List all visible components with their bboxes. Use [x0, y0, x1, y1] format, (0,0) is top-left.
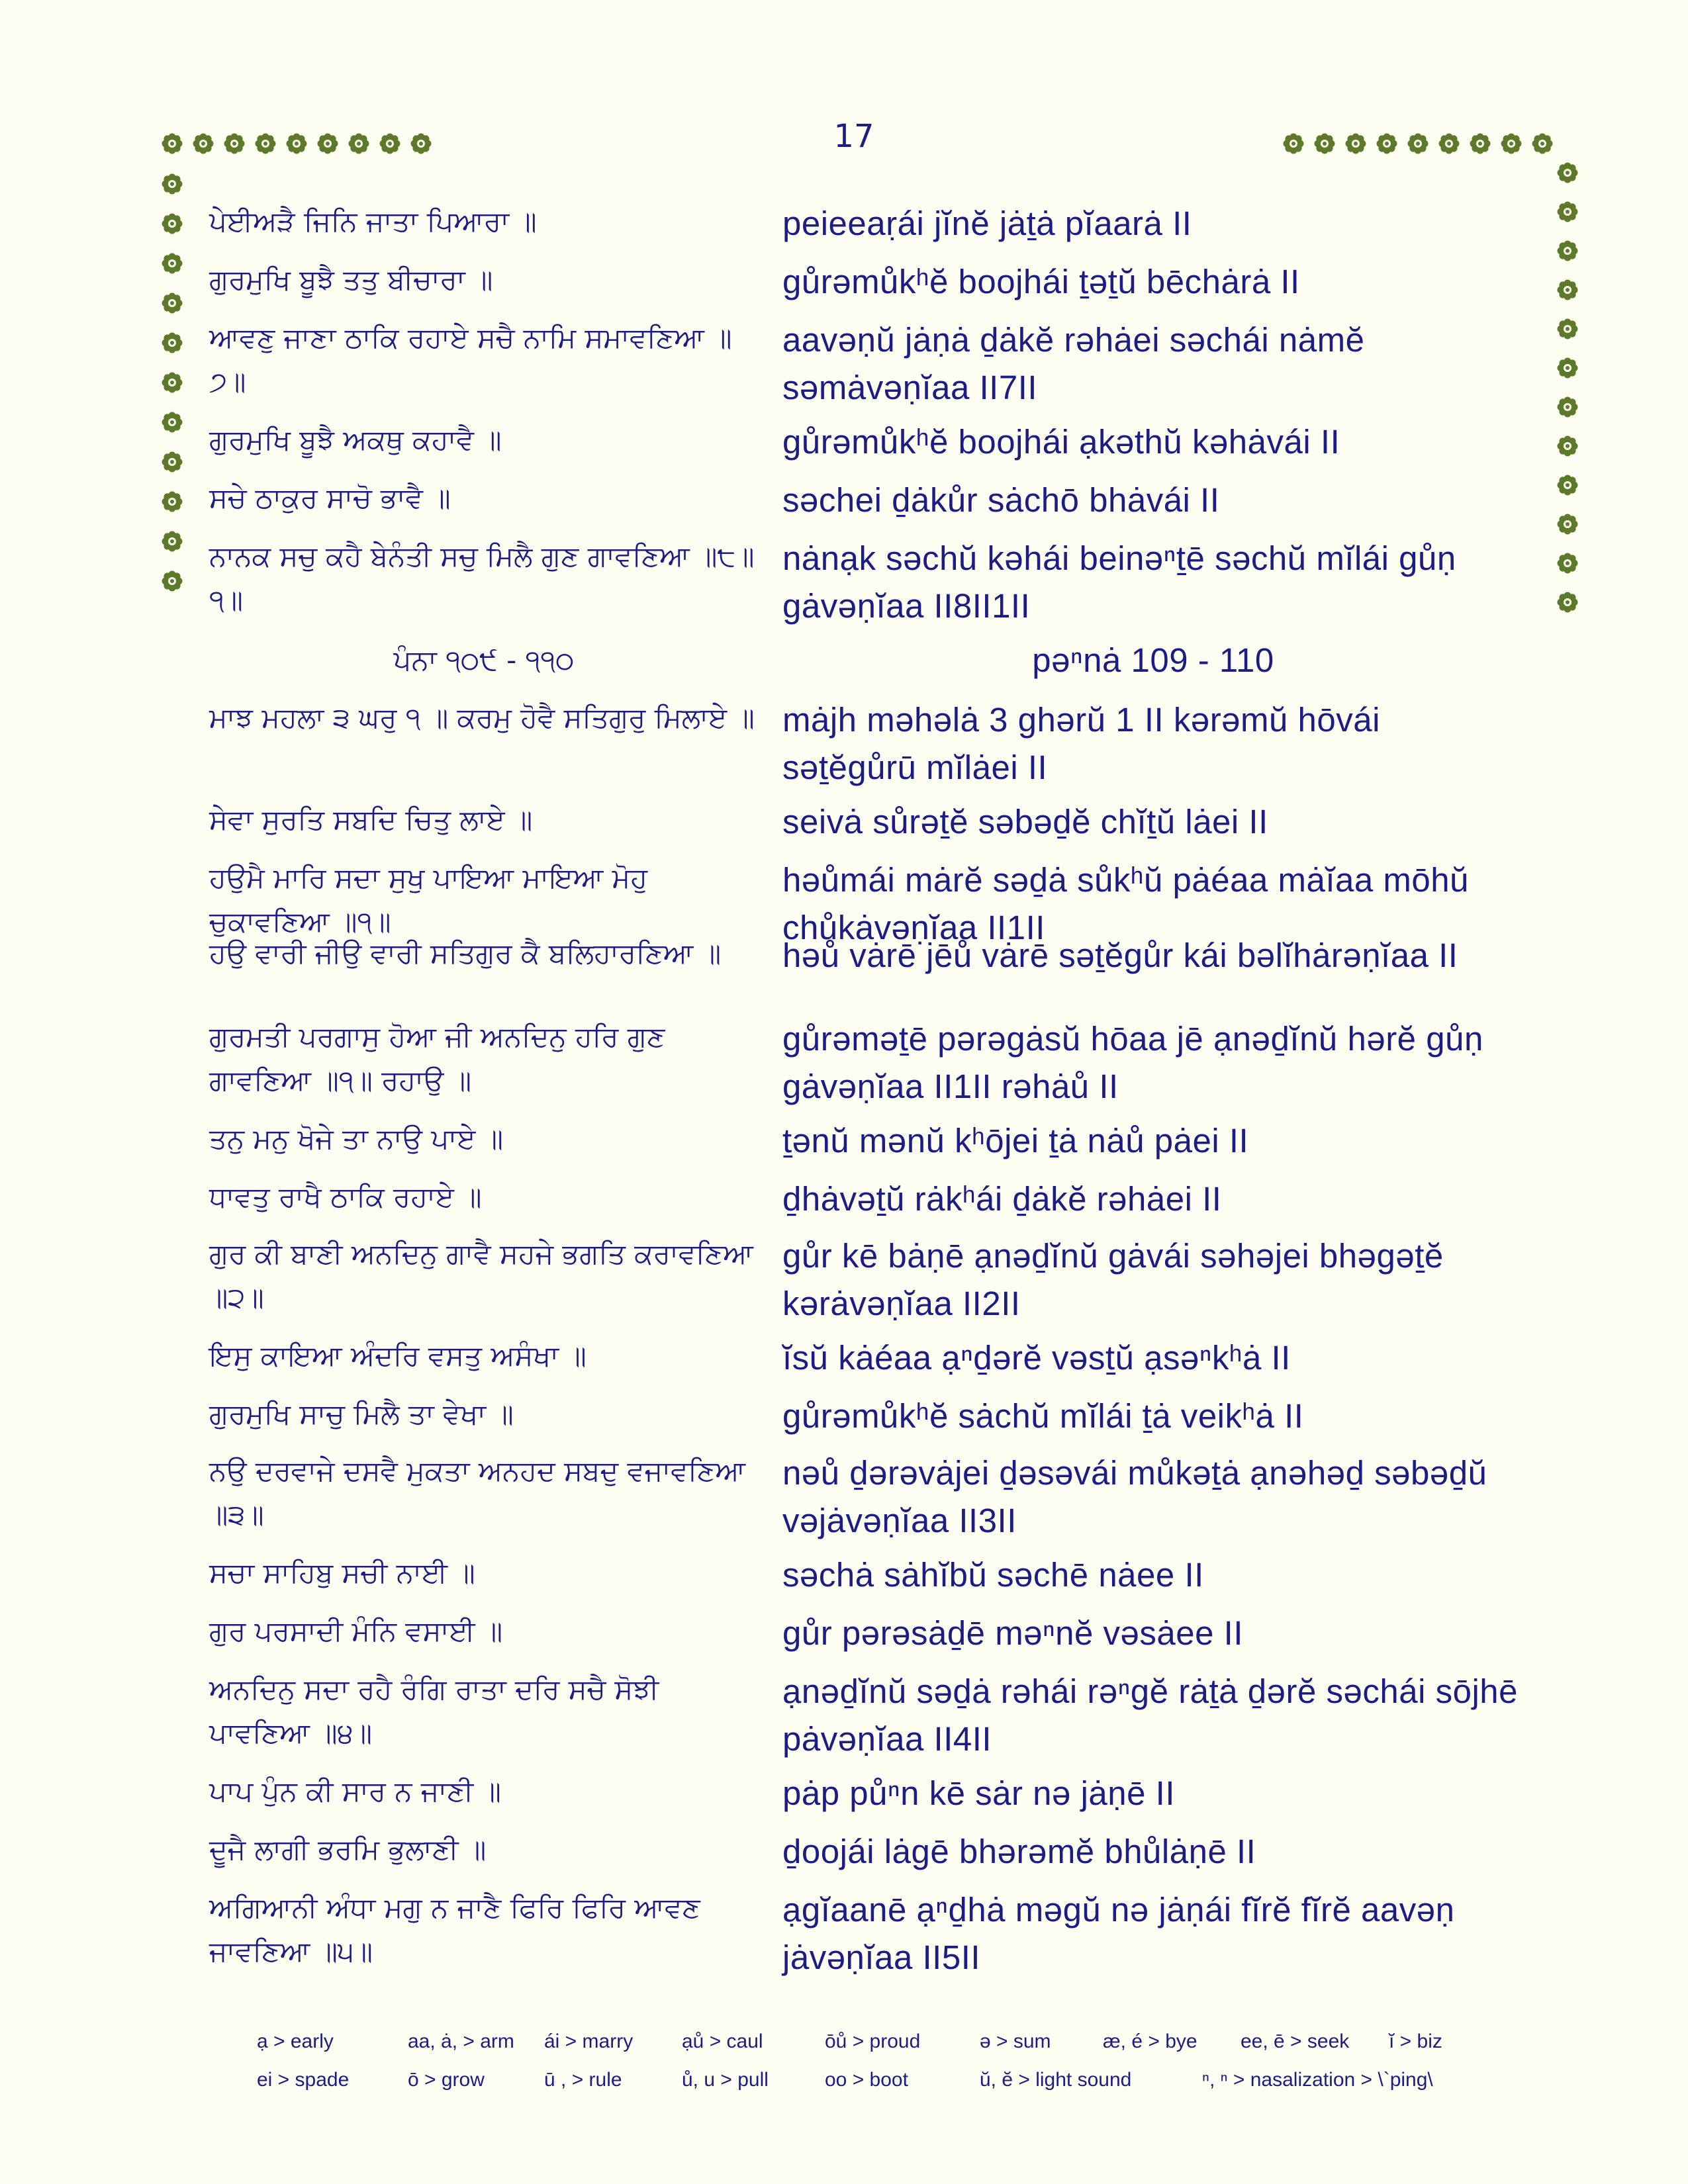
legend-item: aa, ȧ, > arm	[408, 2030, 514, 2052]
legend-item: ⁿ, ⁿ > nasalization > \`ping\	[1202, 2069, 1433, 2091]
flower-icon	[1556, 239, 1579, 263]
verse-transliteration: ṯənŭ mənŭ kʰōjei ṯȧ nȧů pȧei II	[782, 1122, 1249, 1160]
flower-icon	[254, 132, 277, 156]
page-number: 17	[833, 118, 874, 155]
flower-icon	[1375, 132, 1399, 156]
flower-icon	[1556, 395, 1579, 419]
legend-item: ə > sum	[980, 2030, 1051, 2052]
flower-icon	[1530, 132, 1554, 156]
verse-gurmukhi: ਸੇਵਾ ਸੁਰਤਿ ਸਬਦਿ ਚਿਤੁ ਲਾਏ ॥	[209, 803, 533, 836]
verse-gurmukhi: ਦੂਜੈ ਲਾਗੀ ਭਰਮਿ ਭੁਲਾਣੀ ॥	[209, 1833, 487, 1866]
flower-icon	[160, 450, 184, 474]
verse-transliteration: peieeaṛái jĭnĕ jȧṯȧ pĭaarȧ II	[782, 205, 1192, 242]
legend-item: ō > grow	[408, 2069, 485, 2091]
flower-icon	[160, 371, 184, 394]
flower-icon	[1556, 161, 1579, 185]
flower-icon	[347, 132, 371, 156]
verse-gurmukhi: ਸਚੇ ਠਾਕੁਰ ਸਾਚੋ ਭਾਵੈ ॥	[209, 482, 451, 514]
verse-transliteration: ḏoojái lȧgē bhərəmĕ bhůlȧṇē II	[782, 1833, 1256, 1870]
verse-transliteration: pȧp půⁿn kē sȧr nə jȧṇē II	[782, 1774, 1176, 1812]
flower-icon	[160, 172, 184, 196]
verse-transliteration: gůr kē bȧṇē ạnəḏĭnŭ gȧvái səhəjei bhəgəṯĕ kərȧvəṇĭaa II2II	[782, 1237, 1444, 1322]
ornament-border-right	[1556, 161, 1582, 614]
ornament-border-top-right	[1282, 132, 1554, 158]
flower-icon	[1556, 473, 1579, 497]
verse-gurmukhi: ਸਚਾ ਸਾਹਿਬੁ ਸਚੀ ਨਾਈ ॥	[209, 1557, 475, 1589]
legend-item: ū , > rule	[544, 2069, 622, 2091]
flower-icon	[160, 331, 184, 355]
flower-icon	[1556, 278, 1579, 302]
flower-icon	[1556, 200, 1579, 224]
flower-icon	[1406, 132, 1430, 156]
flower-icon	[1437, 132, 1461, 156]
flower-icon	[160, 410, 184, 434]
verse-transliteration: gůrəməṯē pərəgȧsŭ hōaa jē ạnəḏĭnŭ hərĕ gůṇ gȧvəṇĭaa II1II rəhȧů II	[782, 1020, 1483, 1105]
flower-icon	[1556, 512, 1579, 536]
verse-gurmukhi: ਹਉਮੈ ਮਾਰਿ ਸਦਾ ਸੁਖੁ ਪਾਇਆ ਮਾਇਆ ਮੋਹੁ ਚੁਕਾਵਣਿਆ ॥੧॥	[209, 862, 648, 938]
verse-gurmukhi: ਮਾਝ ਮਹਲਾ ੩ ਘਰੁ ੧ ॥ ਕਰਮੁ ਹੋਵੈ ਸਤਿਗੁਰੁ ਮਿਲਾਏ ॥	[209, 702, 755, 734]
ornament-border-left	[160, 172, 187, 593]
verse-transliteration: gůr pərəsȧḏē məⁿnĕ vəsȧee II	[782, 1614, 1244, 1652]
legend-item: ee, ē > seek	[1241, 2030, 1350, 2052]
verse-transliteration: mȧjh məhəlȧ 3 ghərŭ 1 II kərəmŭ hōvái səṯĕgůrū mĭlȧei II	[782, 701, 1380, 786]
verse-gurmukhi: ਗੁਰਮੁਖਿ ਸਾਚੁ ਮਿਲੈ ਤਾ ਵੇਖਾ ॥	[209, 1398, 514, 1430]
legend-item: ei > spade	[257, 2069, 350, 2091]
flower-icon	[191, 132, 215, 156]
verse-transliteration: gůrəmůkʰĕ boojhái ạkəthŭ kəhȧvái II	[782, 423, 1340, 461]
verse-transliteration: gůrəmůkʰĕ boojhái ṯəṯŭ bēchȧrȧ II	[782, 263, 1300, 300]
legend-item: ů, u > pull	[682, 2069, 769, 2091]
verse-gurmukhi: ਨਾਨਕ ਸਚੁ ਕਹੈ ਬੇਨੰਤੀ ਸਚੁ ਮਿਲੈ ਗੁਣ ਗਾਵਣਿਆ ॥੮॥੧॥	[209, 540, 755, 616]
verse-gurmukhi: ਪੇਈਅੜੈ ਜਿਨਿ ਜਾਤਾ ਪਿਆਰਾ ॥	[209, 205, 537, 238]
verse-gurmukhi: ਅਨਦਿਨੁ ਸਦਾ ਰਹੈ ਰੰਗਿ ਰਾਤਾ ਦਰਿ ਸਚੈ ਸੋਝੀ ਪਾਵਣਿਆ ॥੪॥	[209, 1673, 659, 1749]
verse-transliteration: həů vȧrē jēů vȧrē səṯĕgůr kái bəlĭhȧrəṇĭaa II	[782, 936, 1458, 974]
verse-gurmukhi: ਇਸੁ ਕਾਇਆ ਅੰਦਰਿ ਵਸਤੁ ਅਸੰਖਾ ॥	[209, 1340, 586, 1372]
flower-icon	[160, 529, 184, 553]
pronunciation-legend	[245, 2030, 1569, 2107]
verse-gurmukhi: ਧਾਵਤੁ ਰਾਖੈ ਠਾਕਿ ਰਹਾਏ ॥	[209, 1181, 482, 1213]
verse-transliteration: nəů ḏərəvȧjei ḏəsəvái můkəṯȧ ạnəhəḏ səbəḏŭ vəjȧvəṇĭaa II3II	[782, 1454, 1487, 1539]
flower-icon	[409, 132, 433, 156]
legend-item: ạů > caul	[682, 2030, 763, 2052]
flower-icon	[160, 490, 184, 514]
verse-gurmukhi: ਆਵਣੁ ਜਾਣਾ ਠਾਕਿ ਰਹਾਏ ਸਚੈ ਨਾਮਿ ਸਮਾਵਣਿਆ ॥੭॥	[209, 322, 732, 398]
flower-icon	[160, 291, 184, 315]
verse-transliteration: ḏhȧvəṯŭ rȧkʰái ḏȧkĕ rəhȧei II	[782, 1180, 1222, 1218]
legend-item: ạ > early	[257, 2030, 334, 2052]
verse-gurmukhi: ਗੁਰ ਪਰਸਾਦੀ ਮੰਨਿ ਵਸਾਈ ॥	[209, 1615, 503, 1647]
legend-item: ōů > proud	[825, 2030, 921, 2052]
verse-gurmukhi: ਗੁਰਮਤੀ ਪਰਗਾਸੁ ਹੋਆ ਜੀ ਅਨਦਿਨੁ ਹਰਿ ਗੁਣ ਗਾਵਣਿਆ ॥੧॥ ਰਹਾਉ ॥	[209, 1021, 665, 1097]
legend-item: oo > boot	[825, 2069, 908, 2091]
verse-transliteration: ĭsŭ kȧéaa ạⁿḏərĕ vəsṯŭ ạsəⁿkʰȧ II	[782, 1339, 1291, 1377]
flower-icon	[1282, 132, 1305, 156]
verse-gurmukhi: ਅਗਿਆਨੀ ਅੰਧਾ ਮਗੁ ਨ ਜਾਣੈ ਫਿਰਿ ਫਿਰਿ ਆਵਣ ਜਾਵਣਿਆ ॥੫॥	[209, 1891, 700, 1968]
verse-gurmukhi: ਗੁਰਮੁਖਿ ਬੂਝੈ ਤਤੁ ਬੀਚਾਰਾ ॥	[209, 263, 493, 296]
verse-gurmukhi: ਗੁਰ ਕੀ ਬਾਣੀ ਅਨਦਿਨੁ ਗਾਵੈ ਸਹਜੇ ਭਗਤਿ ਕਰਾਵਣਿਆ ॥੨॥	[209, 1238, 753, 1314]
verse-gurmukhi: ਹਉ ਵਾਰੀ ਜੀਉ ਵਾਰੀ ਸਤਿਗੁਰ ਕੈ ਬਲਿਹਾਰਣਿਆ ॥	[209, 937, 722, 970]
flower-icon	[222, 132, 246, 156]
flower-icon	[1313, 132, 1336, 156]
verse-gurmukhi: ਗੁਰਮੁਖਿ ਬੂਝੈ ਅਕਥੁ ਕਹਾਵੈ ॥	[209, 424, 502, 456]
flower-icon	[316, 132, 340, 156]
flower-icon	[160, 212, 184, 236]
verse-gurmukhi: ਤਨੁ ਮਨੁ ਖੋਜੇ ਤਾ ਨਾਉ ਪਾਏ ॥	[209, 1122, 504, 1155]
flower-icon	[160, 569, 184, 593]
ornament-border-top-left	[160, 132, 433, 158]
verse-gurmukhi: ਨਉ ਦਰਵਾਜੇ ਦਸਵੈ ਮੁਕਤਾ ਅਨਹਦ ਸਬਦੁ ਵਜਾਵਣਿਆ ॥੩॥	[209, 1455, 746, 1531]
flower-icon	[1468, 132, 1492, 156]
verse-transliteration: səchȧ sȧhĭbŭ səchē nȧee II	[782, 1556, 1204, 1594]
legend-item: ĭ > biz	[1389, 2030, 1442, 2052]
flower-icon	[1344, 132, 1368, 156]
legend-item: æ, é > bye	[1103, 2030, 1197, 2052]
flower-icon	[1556, 434, 1579, 458]
legend-item: ŭ, ĕ > light sound	[980, 2069, 1132, 2091]
flower-icon	[1556, 356, 1579, 380]
verse-gurmukhi: ਪਾਪ ਪੁੰਨ ਕੀ ਸਾਰ ਨ ਜਾਣੀ ॥	[209, 1775, 501, 1807]
verse-transliteration: aavəṇŭ jȧṇȧ ḏȧkĕ rəhȧei səchái nȧmĕ səmȧvəṇĭaa II7II	[782, 321, 1365, 406]
flower-icon	[160, 251, 184, 275]
flower-icon	[1556, 551, 1579, 575]
verse-transliteration: ạgĭaanē ạⁿḏhȧ məgŭ nə jȧṇái fĭrĕ fĭrĕ aavəṇ jȧvəṇĭaa II5II	[782, 1891, 1455, 1976]
legend-item: ái > marry	[544, 2030, 633, 2052]
flower-icon	[285, 132, 308, 156]
verse-transliteration: həůmái mȧrĕ səḏȧ sůkʰŭ pȧéaa mȧĭaa mōhŭ chůkȧvəṇĭaa II1II	[782, 861, 1469, 946]
flower-icon	[1556, 590, 1579, 614]
flower-icon	[160, 132, 184, 156]
legend-row	[245, 2069, 1569, 2107]
flower-icon	[378, 132, 402, 156]
section-heading-translit: pəⁿnȧ 109 - 110	[1032, 641, 1274, 679]
verse-transliteration: gůrəmůkʰĕ sȧchŭ mĭlái ṯȧ veikʰȧ II	[782, 1397, 1304, 1435]
legend-row	[245, 2030, 1569, 2069]
flower-icon	[1556, 317, 1579, 341]
flower-icon	[1499, 132, 1523, 156]
verse-transliteration: seivȧ sůrəṯĕ səbəḏĕ chĭṯŭ lȧei II	[782, 803, 1268, 841]
verse-transliteration: nȧnạk səchŭ kəhái beinəⁿṯē səchŭ mĭlái gůṇ gȧvəṇĭaa II8II1II	[782, 539, 1456, 625]
verse-transliteration: ạnəḏĭnŭ səḏȧ rəhái rəⁿgĕ rȧṯȧ ḏərĕ səchái sōjhē pȧvəṇĭaa II4II	[782, 1672, 1519, 1758]
section-heading-gurmukhi: ਪੰਨਾ ੧੦੯ - ੧੧੦	[393, 644, 575, 676]
verse-transliteration: səchei ḏȧkůr sȧchō bhȧvái II	[782, 481, 1220, 519]
